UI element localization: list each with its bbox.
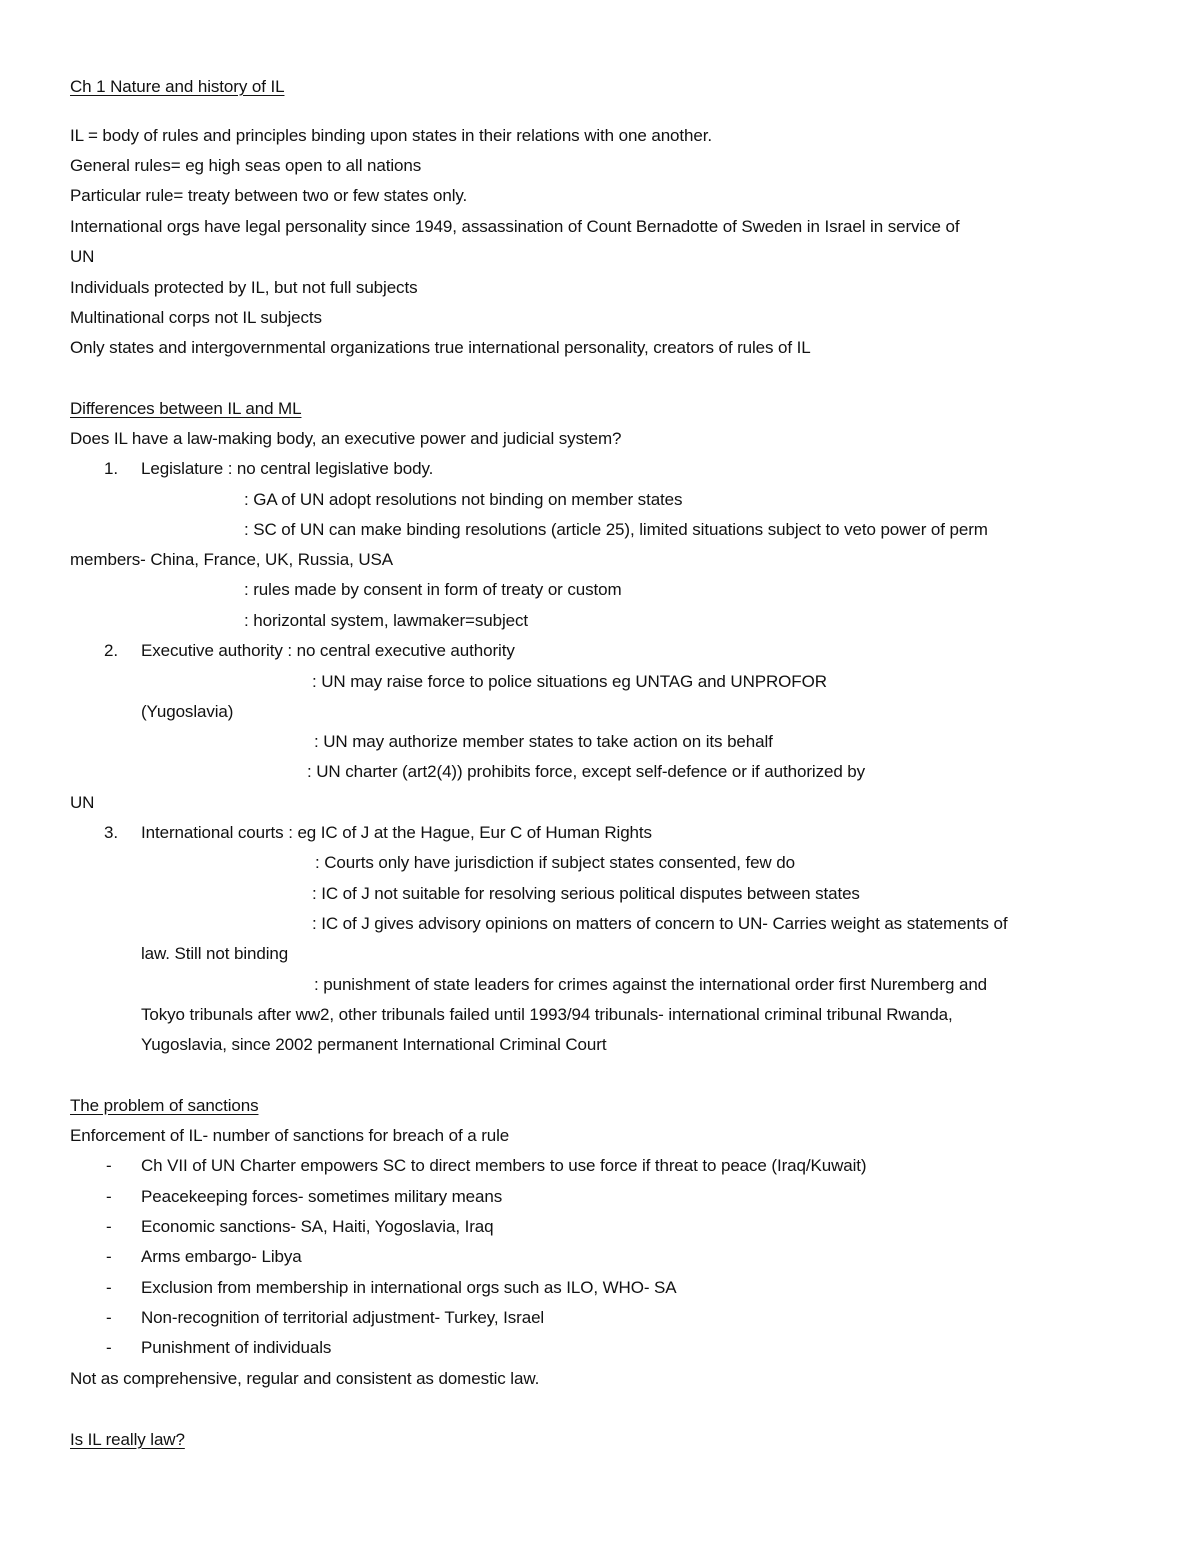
list-item-detail: : Courts only have jurisdiction if subject states consented, few do xyxy=(315,853,795,872)
sanctions-intro: Enforcement of IL- number of sanctions for breach of a rule xyxy=(70,1126,510,1145)
bullet-dash: - xyxy=(106,1187,112,1206)
bullet-dash: - xyxy=(106,1338,112,1357)
list-item-detail: members- China, France, UK, Russia, USA xyxy=(70,550,393,569)
list-item-detail: Tokyo tribunals after ww2, other tribunals failed until 1993/94 tribunals- international criminal tribunal Rwanda, xyxy=(141,1005,953,1024)
differences-question: Does IL have a law-making body, an executive power and judicial system? xyxy=(70,429,622,448)
list-number: 1. xyxy=(104,459,118,478)
intro-line: Only states and intergovernmental organizations true international personality, creators of rules of IL xyxy=(70,338,811,357)
list-item-detail: (Yugoslavia) xyxy=(141,702,234,721)
bullet-dash: - xyxy=(106,1278,112,1297)
intro-line: Multinational corps not IL subjects xyxy=(70,308,322,327)
list-item-detail: : IC of J not suitable for resolving serious political disputes between states xyxy=(312,884,860,903)
list-item-detail: : horizontal system, lawmaker=subject xyxy=(244,611,528,630)
list-item-detail: : UN may raise force to police situations eg UNTAG and UNPROFOR xyxy=(312,672,827,691)
section-heading-sanctions: The problem of sanctions xyxy=(70,1096,259,1115)
list-item-detail: Yugoslavia, since 2002 permanent International Criminal Court xyxy=(141,1035,607,1054)
bullet-item: Exclusion from membership in international orgs such as ILO, WHO- SA xyxy=(141,1278,677,1297)
intro-line: IL = body of rules and principles binding upon states in their relations with one another. xyxy=(70,126,712,145)
list-item-detail: : IC of J gives advisory opinions on matters of concern to UN- Carries weight as statements of xyxy=(312,914,1008,933)
intro-line: Particular rule= treaty between two or few states only. xyxy=(70,186,468,205)
list-item-detail: : SC of UN can make binding resolutions (article 25), limited situations subject to veto power of perm xyxy=(244,520,988,539)
list-number: 3. xyxy=(104,823,118,842)
list-item-detail: : UN charter (art2(4)) prohibits force, except self-defence or if authorized by xyxy=(307,762,866,781)
sanctions-conclusion: Not as comprehensive, regular and consistent as domestic law. xyxy=(70,1369,540,1388)
intro-line: General rules= eg high seas open to all nations xyxy=(70,156,422,175)
list-item-label: Executive authority : no central executive authority xyxy=(141,641,515,660)
intro-line: UN xyxy=(70,247,95,266)
intro-line: International orgs have legal personality since 1949, assassination of Count Bernadotte of Sweden in Israel in service of xyxy=(70,217,960,236)
list-item-detail: : UN may authorize member states to take action on its behalf xyxy=(314,732,773,751)
bullet-item: Ch VII of UN Charter empowers SC to direct members to use force if threat to peace (Iraq/Kuwait) xyxy=(141,1156,867,1175)
section-heading-differences: Differences between IL and ML xyxy=(70,399,302,418)
bullet-item: Economic sanctions- SA, Haiti, Yogoslavia, Iraq xyxy=(141,1217,494,1236)
bullet-dash: - xyxy=(106,1217,112,1236)
list-item-label: Legislature : no central legislative body. xyxy=(141,459,434,478)
list-item-detail: : GA of UN adopt resolutions not binding on member states xyxy=(244,490,683,509)
list-item-detail: law. Still not binding xyxy=(141,944,289,963)
section-heading-is-il-law: Is IL really law? xyxy=(70,1430,185,1449)
bullet-dash: - xyxy=(106,1247,112,1266)
bullet-item: Peacekeeping forces- sometimes military means xyxy=(141,1187,503,1206)
bullet-dash: - xyxy=(106,1156,112,1175)
bullet-item: Arms embargo- Libya xyxy=(141,1247,302,1266)
bullet-item: Non-recognition of territorial adjustment- Turkey, Israel xyxy=(141,1308,545,1327)
list-item-label: International courts : eg IC of J at the Hague, Eur C of Human Rights xyxy=(141,823,652,842)
list-item-detail: : rules made by consent in form of treaty or custom xyxy=(244,580,622,599)
document-title: Ch 1 Nature and history of IL xyxy=(70,77,285,96)
intro-line: Individuals protected by IL, but not full subjects xyxy=(70,278,418,297)
bullet-dash: - xyxy=(106,1308,112,1327)
list-item-detail: UN xyxy=(70,793,95,812)
list-item-detail: : punishment of state leaders for crimes against the international order first Nuremberg and xyxy=(314,975,988,994)
list-number: 2. xyxy=(104,641,118,660)
bullet-item: Punishment of individuals xyxy=(141,1338,332,1357)
